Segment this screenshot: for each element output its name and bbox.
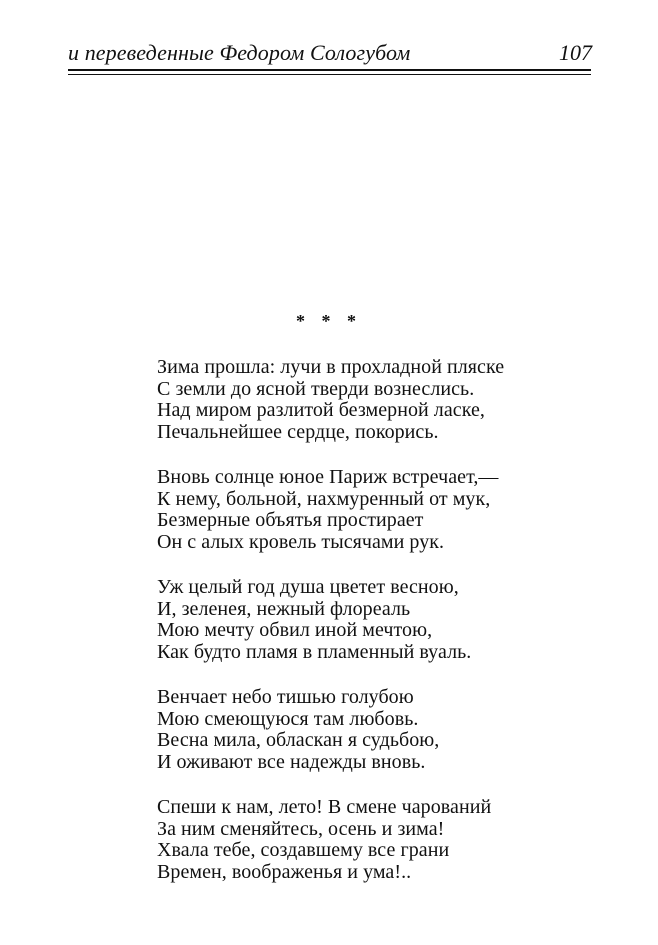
poem-line: Хвала тебе, создавшему все грани xyxy=(157,839,450,861)
poem-stanza-1 xyxy=(157,357,577,443)
poem-line: Зима прошла: лучи в прохладной пляске xyxy=(157,356,505,378)
poem-line: С земли до ясной тверди вознеслись. xyxy=(157,377,475,400)
header-rule-thick xyxy=(68,69,591,71)
poem-line: И, зеленея, нежный флореаль xyxy=(157,597,411,620)
section-separator: * * * xyxy=(296,311,362,331)
poem-line: Безмерные объятья простирает xyxy=(157,509,424,531)
poem-line: Вновь солнце юное Париж встречает,— xyxy=(157,466,499,488)
header-rule-thin xyxy=(68,74,591,75)
poem-stanza-4 xyxy=(157,687,577,773)
poem-line: Мою мечту обвил иной мечтою, xyxy=(157,619,433,641)
poem-line: За ним сменяйтесь, осень и зима! xyxy=(157,817,445,840)
poem-line: Весна мила, обласкан я судьбою, xyxy=(157,729,440,751)
poem-line: Как будто пламя в пламенный вуаль. xyxy=(157,640,472,663)
running-title: и переведенные Федором Сологубом xyxy=(68,40,411,65)
poem-line: Мою смеющуюся там любовь. xyxy=(157,707,419,730)
poem-line: Спеши к нам, лето! В смене чарований xyxy=(157,796,492,818)
poem-line: Уж целый год душа цветет весною, xyxy=(157,576,459,598)
poem-stanza-5 xyxy=(157,797,577,883)
poem xyxy=(157,357,577,907)
poem-line: Он с алых кровель тысячами рук. xyxy=(157,530,445,553)
poem-line: И оживают все надежды вновь. xyxy=(157,750,426,773)
poem-line: Печальнейшее сердце, покорись. xyxy=(157,420,439,443)
poem-stanza-3 xyxy=(157,577,577,663)
poem-line: Времен, воображенья и ума!.. xyxy=(157,860,412,883)
running-head xyxy=(68,38,592,68)
poem-line: Над миром разлитой безмерной ласке, xyxy=(157,399,485,421)
page-number: 107 xyxy=(559,40,592,65)
poem-line: К нему, больной, нахмуренный от мук, xyxy=(157,487,491,510)
poem-line: Венчает небо тишью голубою xyxy=(157,686,414,708)
poem-stanza-2 xyxy=(157,467,577,553)
